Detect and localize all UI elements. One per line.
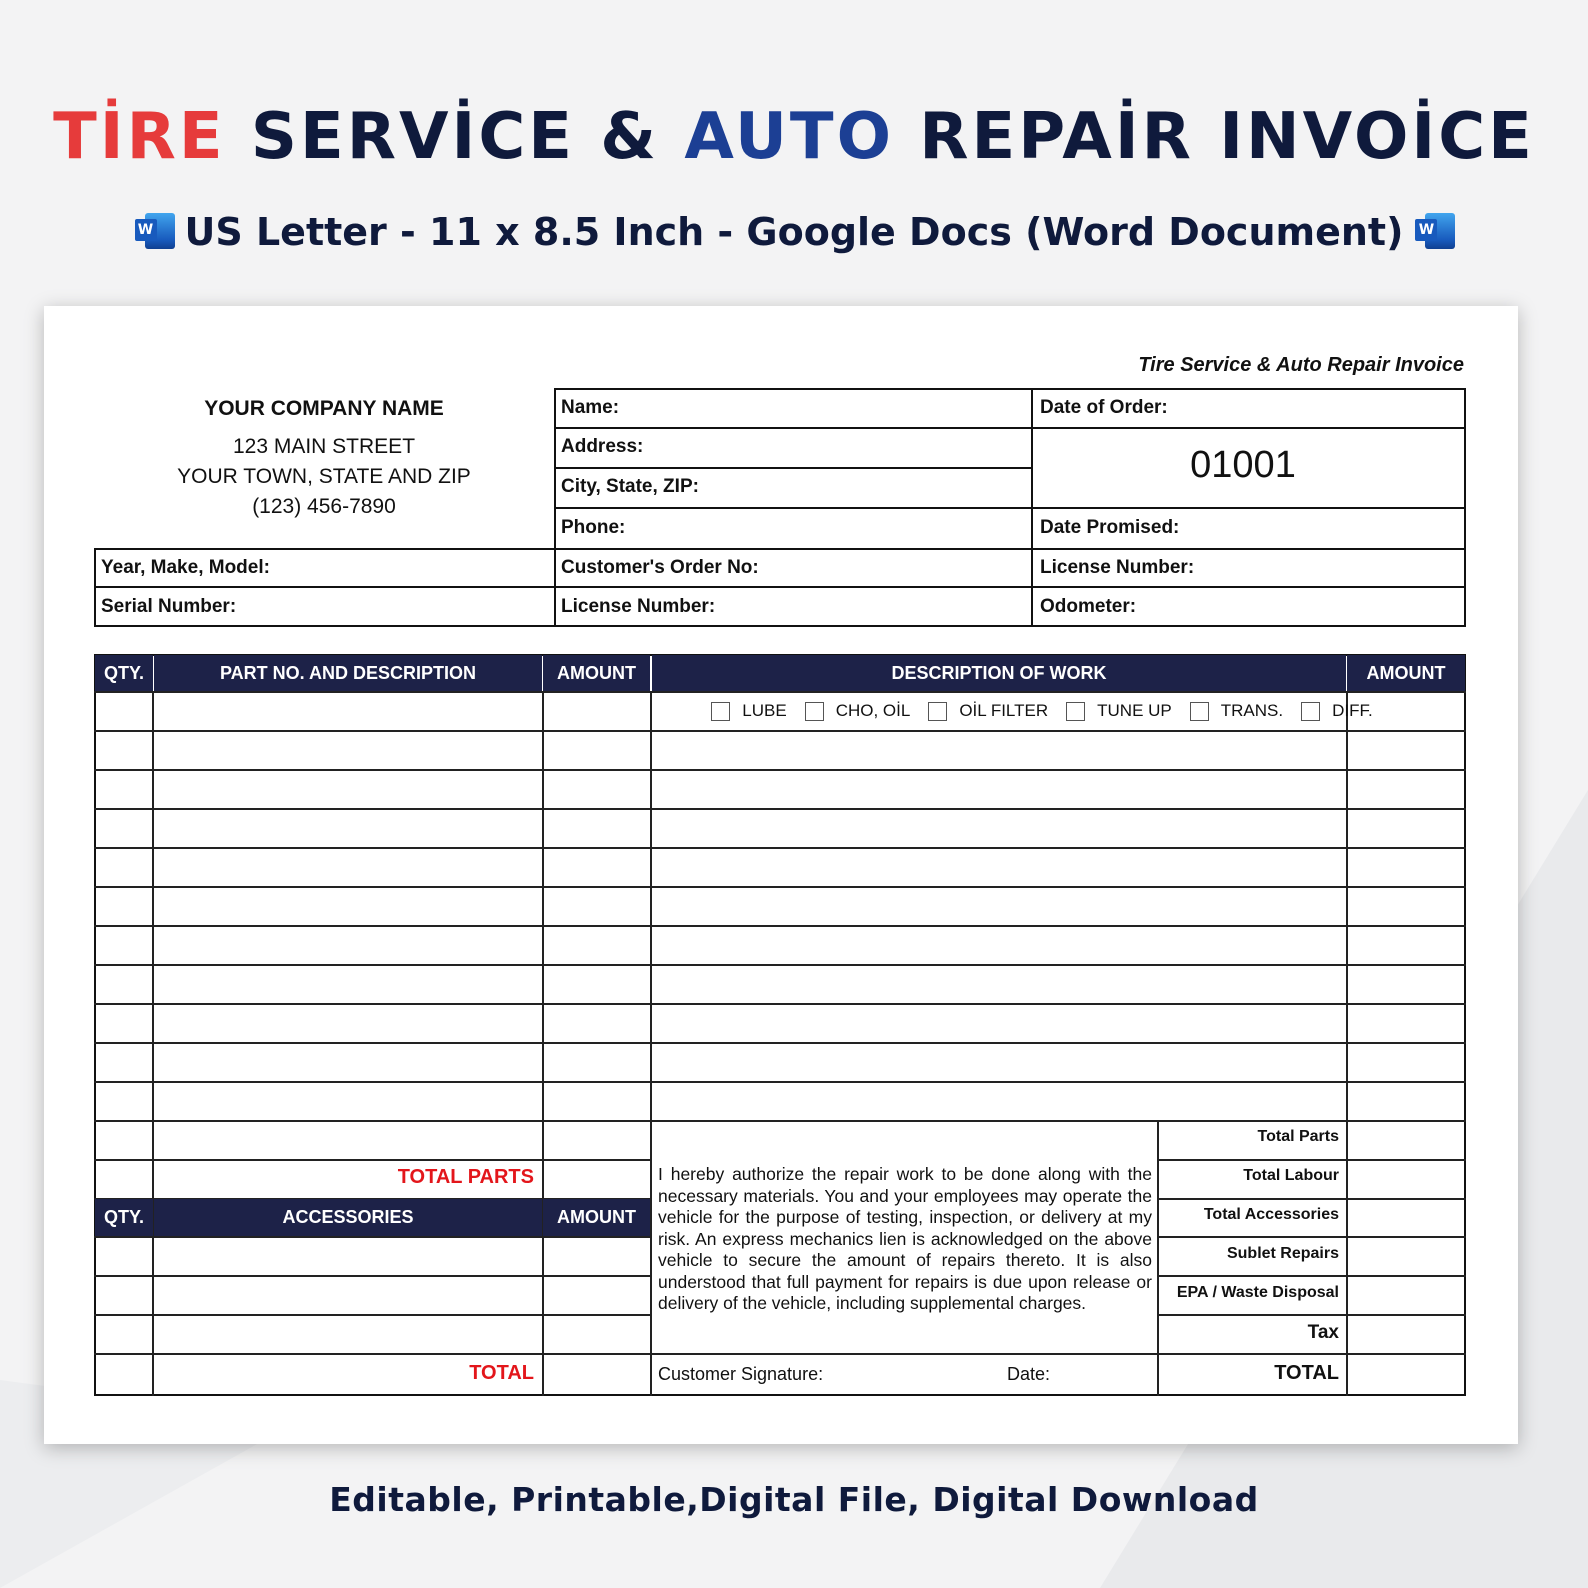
- company-name: YOUR COMPANY NAME: [204, 397, 444, 420]
- check-diff[interactable]: DIFF.: [1301, 701, 1373, 721]
- checkbox[interactable]: [805, 702, 824, 721]
- summary-tax: Tax: [1307, 1322, 1339, 1343]
- customer-order-no-field[interactable]: Customer's Order No:: [561, 557, 759, 578]
- customer-phone-field[interactable]: Phone:: [561, 517, 626, 538]
- date-promised-field[interactable]: Date Promised:: [1040, 517, 1180, 538]
- license-number-field[interactable]: License Number:: [1040, 557, 1195, 578]
- checkbox[interactable]: [711, 702, 730, 721]
- customer-address-field[interactable]: Address:: [561, 436, 644, 457]
- work-description-header: DESCRIPTION OF WORK: [652, 655, 1346, 691]
- customer-signature-label[interactable]: Customer Signature:: [658, 1364, 824, 1384]
- parts-amount-header: AMOUNT: [543, 655, 650, 691]
- service-checklist: [694, 693, 1390, 729]
- parts-qty-header: QTY.: [95, 655, 153, 691]
- summary-total-labour: Total Labour: [1243, 1167, 1339, 1184]
- summary-total-accessories: Total Accessories: [1203, 1206, 1339, 1223]
- odometer-field[interactable]: Odometer:: [1040, 595, 1137, 617]
- accessories-amount-header: AMOUNT: [543, 1199, 650, 1236]
- order-number: 01001: [1190, 444, 1296, 486]
- subtitle-text: US Letter - 11 x 8.5 Inch - Google Docs (Word Document): [184, 210, 1404, 254]
- accessories-total-label: TOTAL: [469, 1362, 534, 1384]
- check-tune-up[interactable]: TUNE UP: [1066, 701, 1172, 721]
- summary-sublet-repairs: Sublet Repairs: [1226, 1245, 1339, 1262]
- banner-title: [0, 100, 1588, 174]
- customer-city-field[interactable]: City, State, ZIP:: [561, 476, 699, 497]
- company-town: YOUR TOWN, STATE AND ZIP: [177, 465, 471, 488]
- footer-tagline: Editable, Printable,Digital File, Digital Download: [329, 1480, 1259, 1519]
- company-block: [94, 394, 554, 522]
- invoice-page: [44, 306, 1518, 1444]
- doc-title: Tire Service & Auto Repair Invoice: [1138, 354, 1464, 376]
- check-oil-filter[interactable]: OİL FILTER: [928, 701, 1048, 721]
- company-phone: (123) 456-7890: [252, 495, 396, 518]
- checkbox[interactable]: [1301, 702, 1320, 721]
- check-change-oil[interactable]: CHO, OİL: [805, 701, 911, 721]
- summary-total-parts: Total Parts: [1257, 1128, 1339, 1145]
- signature-date-label[interactable]: Date:: [1007, 1364, 1051, 1384]
- check-lube[interactable]: LUBE: [711, 701, 786, 721]
- summary-total: TOTAL: [1274, 1362, 1339, 1384]
- license-number-field[interactable]: License Number:: [561, 595, 716, 617]
- check-trans[interactable]: TRANS.: [1190, 701, 1283, 721]
- banner-title-blue: AUTO: [684, 100, 894, 174]
- banner-title-part2: REPAİR INVOİCE: [919, 100, 1535, 174]
- summary-epa: EPA / Waste Disposal: [1176, 1284, 1339, 1301]
- serial-number-field[interactable]: Serial Number:: [101, 595, 237, 617]
- word-icon: W: [1413, 211, 1455, 251]
- banner-subtitle: [0, 210, 1588, 254]
- checkbox[interactable]: [928, 702, 947, 721]
- banner-title-part1: SERVİCE &: [250, 100, 660, 174]
- total-parts-label: TOTAL PARTS: [397, 1166, 534, 1188]
- accessories-qty-header: QTY.: [95, 1199, 153, 1236]
- parts-description-header: PART NO. AND DESCRIPTION: [154, 655, 542, 691]
- company-street: 123 MAIN STREET: [232, 435, 416, 458]
- checkbox[interactable]: [1066, 702, 1085, 721]
- checkbox[interactable]: [1190, 702, 1209, 721]
- banner-title-red: TİRE: [53, 100, 226, 174]
- date-of-order-field[interactable]: Date of Order:: [1040, 397, 1168, 418]
- customer-name-field[interactable]: Name:: [561, 397, 620, 418]
- year-make-model-field[interactable]: Year, Make, Model:: [101, 557, 270, 578]
- word-icon: W: [133, 211, 175, 251]
- accessories-header: ACCESSORIES: [154, 1199, 542, 1236]
- authorization-text: I hereby authorize the repair work to be done along with the necessary materials. You and your employees may operate the vehicle for the purpose of testing, inspection, or delivery at my risk. An express mechanics lien is acknowledged on the above vehicle to secure the amount of repairs thereto. It is also understood that full payment for repairs is due upon release or delivery of the vehicle, including supplemental charges.: [658, 1164, 1152, 1313]
- work-amount-header: AMOUNT: [1347, 655, 1465, 691]
